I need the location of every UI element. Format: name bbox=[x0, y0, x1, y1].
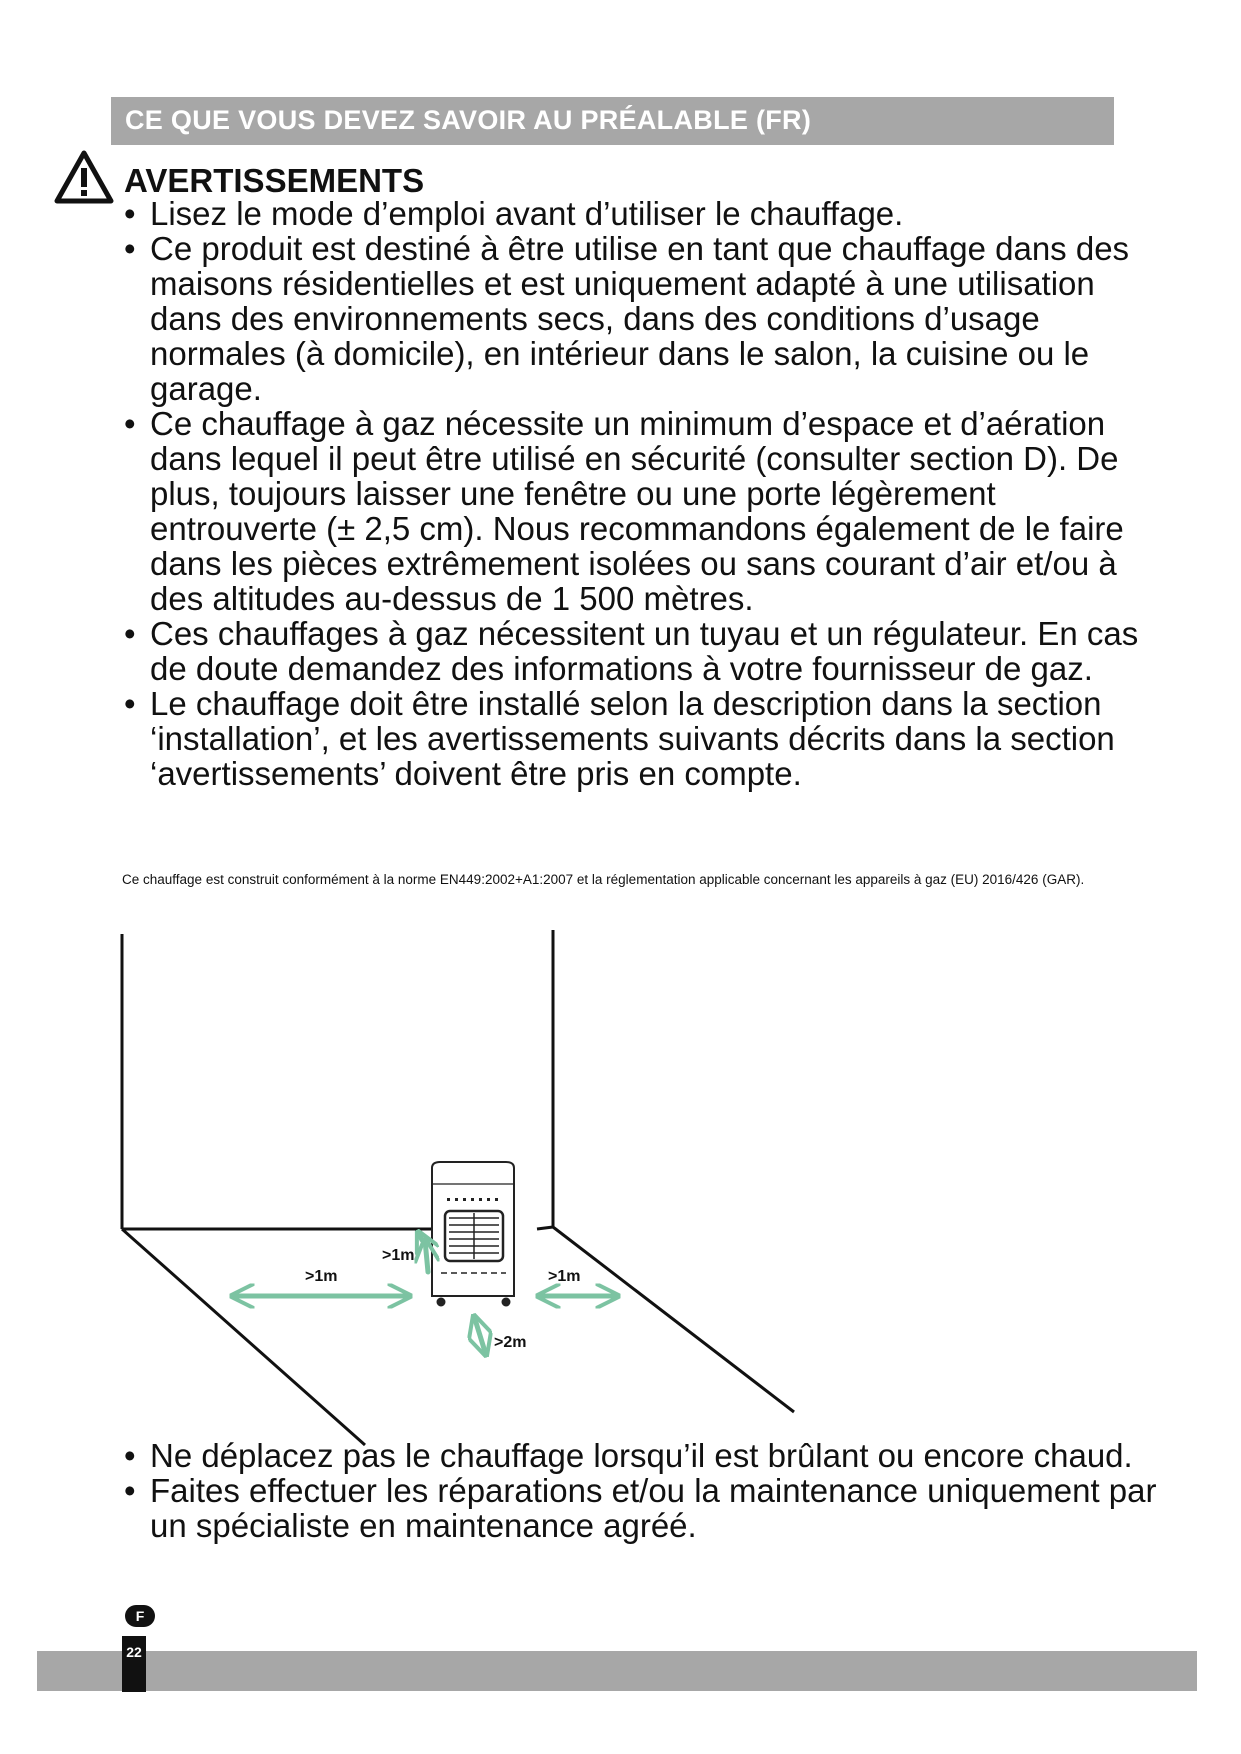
clearance-arrows bbox=[232, 1232, 618, 1355]
back-floor-line-right bbox=[537, 1227, 553, 1229]
right-floor-line bbox=[553, 1227, 794, 1412]
norm-note: Ce chauffage est construit conformément à la norme EN449:2002+A1:2007 et la réglementation applicable concernant les appareils à gaz (EU) 2016/426 (GAR). bbox=[122, 872, 1085, 887]
left-clearance-label: >1m bbox=[305, 1268, 338, 1285]
footer-bar bbox=[37, 1651, 1197, 1691]
warning-item: • Le chauffage doit être installé selon la description dans la section ‘installation’, et les avertissements suivants décrits dans la section ‘avertissements’ doivent être pris en compte. bbox=[120, 686, 1160, 791]
bottom-warnings-list bbox=[120, 1438, 1160, 1543]
warning-item: • Ce produit est destiné à être utilise en tant que chauffage dans des maisons résidentielles et est uniquement adapté à une utilisation dans des environnements secs, dans des conditions d’usage normales (à domicile), en intérieur dans le salon, la cuisine ou le garage. bbox=[120, 231, 1160, 406]
front-clearance-label: >2m bbox=[494, 1334, 527, 1351]
page-number-tab bbox=[122, 1636, 146, 1692]
page-number: 22 bbox=[126, 1644, 142, 1660]
right-clearance-label: >1m bbox=[548, 1268, 581, 1285]
bottom-warning-item: • Faites effectuer les réparations et/ou la maintenance uniquement par un spécialiste en maintenance agréé. bbox=[120, 1473, 1160, 1543]
bottom-warning-item: • Ne déplacez pas le chauffage lorsqu’il est brûlant ou encore chaud. bbox=[120, 1438, 1160, 1473]
warning-item: • Ce chauffage à gaz nécessite un minimum d’espace et d’aération dans lequel il peut être utilisé en sécurité (consulter section D). De plus, toujours laisser une fenêtre ou une porte légèrement entrouverte (± 2,5 cm). Nous recommandons également de le faire dans les pièces extrêmement isolées ou sans courant d’air et/ou à des altitudes au-dessus de 1 500 mètres. bbox=[120, 406, 1160, 616]
rear-clearance-arrow-b bbox=[425, 1240, 428, 1272]
language-badge: F bbox=[125, 1605, 155, 1627]
warning-item: • Ces chauffages à gaz nécessitent un tuyau et un régulateur. En cas de doute demandez des informations à votre fournisseur de gaz. bbox=[120, 616, 1160, 686]
section-title: CE QUE VOUS DEVEZ SAVOIR AU PRÉALABLE (FR) bbox=[125, 105, 812, 135]
warnings-title: AVERTISSEMENTS bbox=[124, 162, 425, 199]
gas-heater-drawing bbox=[432, 1162, 514, 1306]
rear-clearance-label: >1m bbox=[382, 1247, 415, 1264]
front-clearance-arrow bbox=[474, 1316, 486, 1355]
left-floor-line bbox=[122, 1229, 365, 1445]
warning-item: • Lisez le mode d’emploi avant d’utiliser le chauffage. bbox=[120, 196, 1160, 231]
rear-clearance-arrow bbox=[418, 1232, 422, 1240]
